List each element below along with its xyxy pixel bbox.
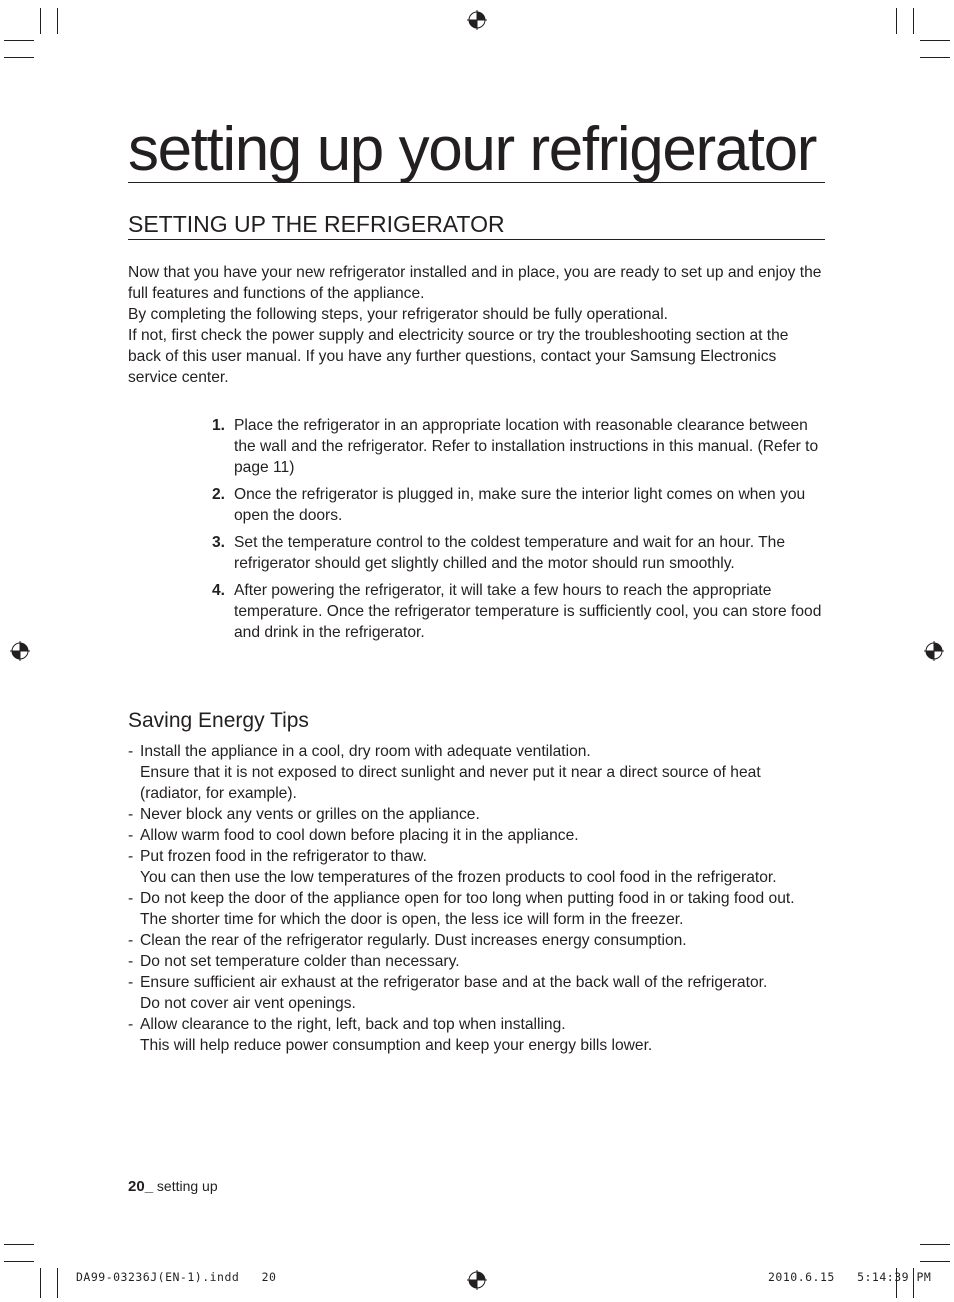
tip-dash: - — [128, 953, 134, 970]
crop-mark — [920, 40, 950, 41]
tip-dash: - — [128, 1016, 134, 1033]
energy-tips-list — [128, 741, 825, 1056]
setup-step — [206, 580, 828, 643]
tip-text: Never block any vents or grilles on the appliance. — [140, 806, 480, 823]
tip-text: Put frozen food in the refrigerator to thaw. — [140, 848, 427, 865]
crop-mark — [920, 1261, 950, 1262]
page-number: 20 — [128, 1178, 145, 1195]
step-number: 3. — [212, 534, 226, 551]
page-footer — [128, 1176, 218, 1197]
crop-mark — [4, 1244, 34, 1245]
intro-paragraph: If not, first check the power supply and electricity source or try the troubleshooting section at the back of this user manual. If you have any further questions, contact your Samsung Electronics service center. — [128, 327, 789, 386]
slug-timestamp: 2010.6.15 5:14:39 PM — [768, 1270, 932, 1284]
tips-heading: Saving Energy Tips — [128, 709, 309, 732]
footer-separator: _ — [144, 1178, 154, 1195]
tip-item — [128, 888, 825, 930]
setup-step — [206, 415, 828, 478]
step-number: 2. — [212, 486, 226, 503]
crop-mark — [4, 57, 34, 58]
step-text: Once the refrigerator is plugged in, make sure the interior light comes on when you open the doors. — [234, 486, 806, 524]
tip-text: Do not set temperature colder than necessary. — [140, 953, 460, 970]
footer-section: setting up — [156, 1178, 218, 1194]
tip-text: Clean the rear of the refrigerator regularly. Dust increases energy consumption. — [140, 932, 687, 949]
tip-dash: - — [128, 848, 134, 865]
tip-text: Ensure sufficient air exhaust at the refrigerator base and at the back wall of the refrigerator. — [140, 974, 768, 991]
setup-step — [206, 532, 828, 574]
tip-dash: - — [128, 932, 134, 949]
intro-text — [128, 262, 825, 388]
tip-dash: - — [128, 974, 134, 991]
step-text: Place the refrigerator in an appropriate location with reasonable clearance between the wall and the refrigerator. Refer to installation instructions in this manual. (Refer to page 11) — [234, 417, 819, 476]
tip-text: Do not keep the door of the appliance open for too long when putting food in or taking food out. — [140, 890, 795, 907]
crop-mark — [40, 1268, 41, 1298]
tip-item — [128, 825, 825, 846]
tip-text: Allow warm food to cool down before placing it in the appliance. — [140, 827, 579, 844]
crop-mark — [4, 1261, 34, 1262]
tip-dash: - — [128, 827, 134, 844]
tip-detail: Ensure that it is not exposed to direct sunlight and never put it near a direct source of heat (radiator, for example). — [140, 764, 761, 802]
crop-mark — [913, 8, 914, 34]
setup-steps-list — [206, 415, 828, 649]
crop-mark — [57, 8, 58, 34]
intro-paragraph: Now that you have your new refrigerator installed and in place, you are ready to set up and enjoy the full features and functions of the appliance. — [128, 264, 822, 302]
tip-dash: - — [128, 890, 134, 907]
registration-mark-icon — [10, 641, 30, 661]
tip-detail: You can then use the low temperatures of the frozen products to cool food in the refrigerator. — [140, 869, 777, 886]
tip-item — [128, 951, 825, 972]
crop-mark — [896, 8, 897, 34]
slug-filename: DA99-03236J(EN-1).indd 20 — [76, 1270, 277, 1284]
tip-item — [128, 804, 825, 825]
crop-mark — [57, 1268, 58, 1298]
registration-mark-icon — [467, 1270, 487, 1290]
tip-dash: - — [128, 806, 134, 823]
tip-dash: - — [128, 743, 134, 760]
intro-paragraph: By completing the following steps, your refrigerator should be fully operational. — [128, 306, 669, 323]
crop-mark — [920, 1244, 950, 1245]
section-heading: SETTING UP THE REFRIGERATOR — [128, 209, 825, 240]
setup-step — [206, 484, 828, 526]
crop-mark — [4, 40, 34, 41]
tip-detail: The shorter time for which the door is open, the less ice will form in the freezer. — [140, 911, 684, 928]
page-title: setting up your refrigerator — [128, 118, 825, 183]
registration-mark-icon — [467, 10, 487, 30]
tip-item — [128, 846, 825, 888]
tip-text: Install the appliance in a cool, dry room with adequate ventilation. — [140, 743, 591, 760]
registration-mark-icon — [924, 641, 944, 661]
step-text: Set the temperature control to the coldest temperature and wait for an hour. The refrigerator should get slightly chilled and the motor should run smoothly. — [234, 534, 786, 572]
crop-mark — [40, 8, 41, 34]
tip-item — [128, 930, 825, 951]
crop-mark — [920, 57, 950, 58]
step-number: 4. — [212, 582, 226, 599]
step-number: 1. — [212, 417, 226, 434]
tip-text: Allow clearance to the right, left, back and top when installing. — [140, 1016, 566, 1033]
tip-item — [128, 972, 825, 1014]
tip-detail: Do not cover air vent openings. — [140, 995, 356, 1012]
tip-item — [128, 741, 825, 804]
tip-detail: This will help reduce power consumption and keep your energy bills lower. — [140, 1037, 653, 1054]
tip-item — [128, 1014, 825, 1056]
step-text: After powering the refrigerator, it will take a few hours to reach the appropriate temperature. Once the refrigerator temperature is sufficiently cool, you can store food and drink in the refrigerator. — [234, 582, 822, 641]
